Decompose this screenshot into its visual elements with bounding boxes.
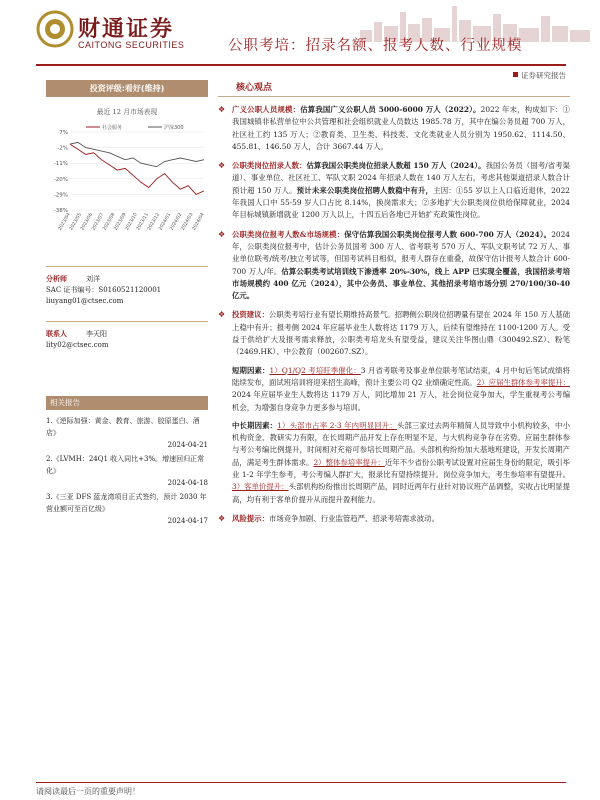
- diamond-bullet-icon: ❖: [218, 161, 226, 171]
- contact-block: [46, 321, 208, 351]
- analyst-cert: SAC 证书编号：S0160521120001: [46, 286, 162, 294]
- legend-label: 社会服务: [102, 125, 123, 131]
- contact-email[interactable]: lity02@ctsec.com: [46, 341, 109, 349]
- diamond-bullet-icon: ❖: [218, 310, 226, 320]
- paragraph-market-size: ❖ 公职类岗位报考人数&市场规模：保守估算我国公职类岗位报考人数 600-700 万人（2024）。2024 年，公职类岗位报考中，估计公务员国考 300 万人、省考联考 570 万人、军队文职考试 72 万人、事业单位联考/统考/独立考试等，但国考试科目相似，报考人群存在重叠，故保守估计报考人数合计 600-700 万人/年。估算公职类考试培训线下渗透率 20%-30%，线上 APP 已实现全覆盖，我国招录考培市场规模约 400 亿元（2024），其中公务员、事业单位、其他招录考培市场分别 270/100/30-40 亿元。: [218, 229, 570, 301]
- short-term-factors: 短期因素：1）Q1/Q2 考培旺季催化：3 月省考联考及事业单位联考笔试结束，4 月中旬后笔试成绩将陆续发布，面试班培训将迎来招生高峰，预计主要公司 Q2 业绩确定性高。2）应届生群体参考率提升：2024 年应届毕业生人数将达 1179 万人，同比增加 21 万人，社会岗位竞争加大，学生重视考公考编机会，为增强自身竞争力更多参与培训。: [232, 365, 570, 412]
- x-tick-label: 2024/01: [158, 212, 173, 232]
- long-term-factors: 中长期因素：1）头部市占率 2-3 年内明显回升：头部三家过去两年精简人员导致中小机构较多，中小机构资金、教研实力有限，在长周期产品开发上存在明显不足，与大机构竞争存在劣势。应届生群体参与考公考编比例提升，时间相对充裕可参培长周期产品。头部机构纷纷加大基地班建设，开发长周期产品，满足考生群体需求。2）整体参培率提升：近年不少省份公职考试设置对应届生身份的限定，吸引毕业 1-2 年学生参考，考公考编人群扩大，报录比有望持续提升。岗位竞争加大，考生参培率有望提升。3）客单价提升：头部机构纷纷推出长周期产品，同时近两年行业针对协议班产品调整，实收占比明显提高，均有利于客单价提升从而提升盈利能力。: [232, 420, 570, 504]
- y-tick-label: -20%: [53, 176, 68, 183]
- x-tick-label: 2023/05: [69, 212, 83, 232]
- contact-name: 李天阳: [86, 330, 107, 338]
- contact-role: 联系人: [46, 329, 67, 338]
- paragraph-investment: ❖ 投资建议：公职类考培行业有望长期维持高景气。招聘侧公职岗位招聘量有望在 2024 年 150 万人基础上稳中有升；报考侧 2024 年应届毕业生人数将达 1179 万人，后续有望维持在 1100-1200 万人。受益于供给扩大及报考需求释放，公职类考培龙头有望受益，建议关注华图山鼎（300492.SZ）、粉笔（2469.HK）、中公教育（002607.SZ）。: [218, 310, 570, 357]
- chart-caption: 最近 12 月市场表现: [96, 108, 158, 116]
- x-tick-label: 2023/07: [91, 212, 106, 232]
- x-tick-label: 2024/03: [180, 212, 195, 232]
- logo-chinese: 财通证券: [78, 17, 175, 42]
- paragraph-recruitment: ❖ 公职类岗位招录人数：估算我国公职类岗位招录人数超 150 万人（2024）。我国公务员（国考/省考渠道）、事业单位、社区社工、军队文职 2024 年招录人数在 140 万人左右，考虑其他渠道招录人数合计预计超 150 万人。预计未来公职类岗位招聘人数稳中有升，主因：①55 岁以上人口临近退休，2022 年我国人口中 55-59 岁人口占比 8.14%，换岗需求大；②多地扩大公职类岗位供给保障就业，2024 年目标城镇新增就业 1200 万人以上，十四五后各地已开始扩充政策性岗位。: [218, 161, 570, 220]
- x-tick-label: 2024/02: [169, 212, 184, 232]
- related-reports-heading: 相关报告: [46, 396, 208, 410]
- y-tick-label: -38%: [53, 208, 68, 214]
- report-type-label: 证券研究报告: [513, 70, 566, 81]
- y-tick-label: 7%: [59, 130, 68, 136]
- analyst-block: [46, 266, 208, 307]
- x-tick-label: 2023/09: [113, 212, 128, 232]
- y-tick-label: -11%: [53, 161, 68, 168]
- core-view-heading: 核心观点: [218, 80, 570, 97]
- footer-disclaimer: 请阅读最后一页的重要声明！: [36, 787, 140, 796]
- related-report-item[interactable]: 2.《LVMH：24Q1 收入同比+3%。增速回归正常化》 2024-04-18: [46, 455, 208, 487]
- x-tick-label: 2023/08: [102, 212, 117, 232]
- x-tick-label: 2023/10: [124, 212, 139, 232]
- market-performance-chart: [46, 122, 208, 244]
- series-line: [70, 144, 204, 194]
- header-divider: [36, 64, 566, 66]
- report-title: 公职考培：招录名额、报考人数、行业规模: [228, 38, 523, 54]
- footer-divider: [36, 782, 566, 783]
- y-tick-label: -2%: [57, 145, 68, 152]
- analyst-name: 刘洋: [86, 275, 100, 283]
- sidebar: [46, 80, 208, 529]
- related-report-item[interactable]: 1.《逆际加强：黄金、教育、旅游、胶原蛋白、酒店》 2024-04-21: [46, 417, 208, 449]
- x-tick-label: 2023/06: [80, 212, 95, 232]
- x-tick-label: 2023/12: [147, 212, 162, 232]
- logo-mark-icon: [36, 10, 74, 48]
- analyst-email[interactable]: liuyang01@ctsec.com: [46, 297, 124, 305]
- related-reports: [46, 396, 208, 527]
- related-report-item[interactable]: 3.《三亚 DFS 蓝龙湾项目正式签约，预计 2030 年营业额可至百亿级》 2024-04-17: [46, 493, 208, 525]
- y-tick-label: -29%: [53, 192, 68, 199]
- diamond-bullet-icon: ❖: [218, 105, 226, 114]
- legend-label: 沪深300: [164, 125, 184, 131]
- diamond-bullet-icon: ❖: [218, 513, 226, 523]
- analyst-role: 分析师: [46, 274, 67, 283]
- x-tick-label: 2023/04: [57, 212, 72, 232]
- company-logo: [36, 10, 206, 56]
- main-content: [218, 80, 570, 525]
- x-tick-label: 2024/04: [191, 212, 206, 232]
- rating-banner: [46, 80, 208, 97]
- page-header: [0, 0, 600, 80]
- diamond-bullet-icon: ❖: [218, 229, 226, 239]
- paragraph-risk: ❖ 风险提示：市场竞争加剧、行业监管趋严、招录考培需求波动。: [218, 513, 570, 525]
- paragraph-scale: ❖ 广义公职人员规模：估算我国广义公职人员 5000-6000 万人（2022）。2022 年末，构成如下：①我国城镇非私营单位中公共管理和社会组织就业人员数达 1985.78 万，其中在编公务员超 700 万人，社区社工约 135 万人；②教育类、卫生类、科技类、文化类就业人员分别为 1950.62、1114.50、455.81、146.50 万人，合计 3667.44 万人。: [218, 105, 570, 151]
- performance-chart-svg: [46, 122, 208, 244]
- rating-text: 投资评级:看好(维持): [89, 84, 165, 93]
- x-tick-label: 2023/11: [136, 212, 150, 232]
- logo-english: CAITONG SECURITIES: [78, 40, 185, 50]
